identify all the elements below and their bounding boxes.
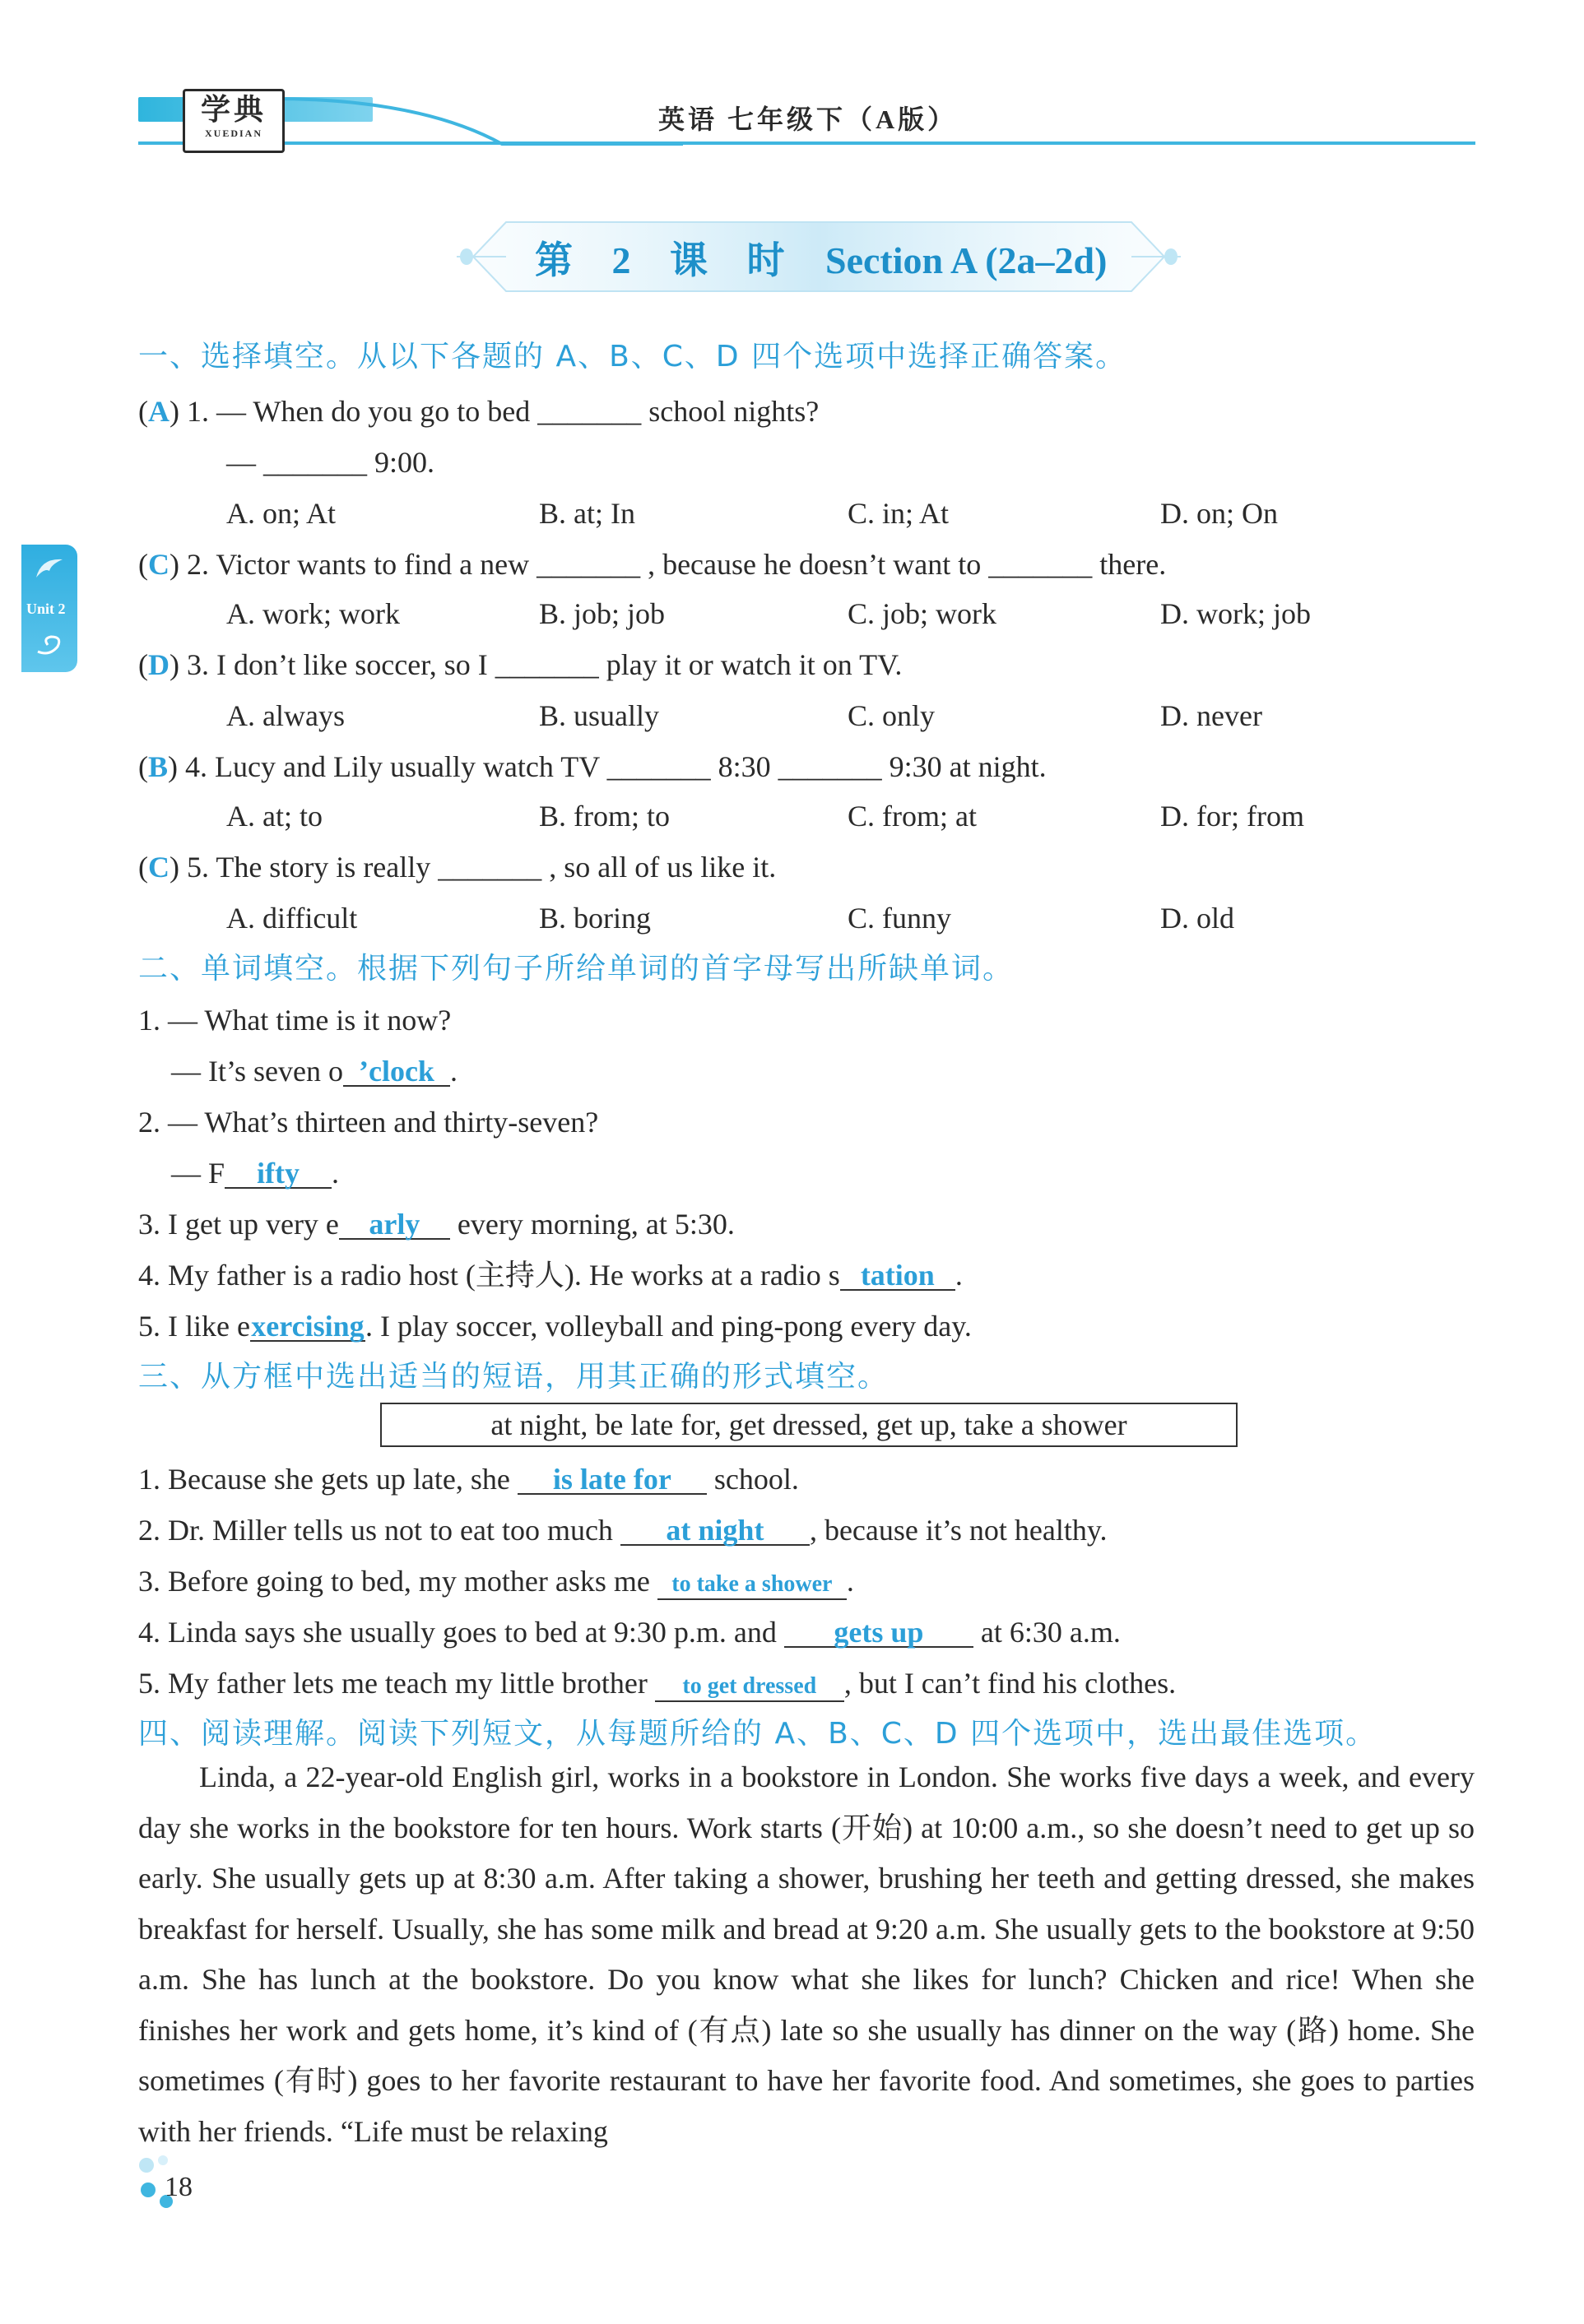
q2-option-c: C. job; work (848, 597, 997, 630)
lesson-title: 第 2 课 时 Section A (2a–2d) (535, 239, 1108, 281)
word-item-2b: — F ifty . (171, 1157, 340, 1190)
word-item-5: 5. I like exercising. I play soccer, volleyball and ping-pong every day. (138, 1310, 972, 1343)
section2-heading: 二、单词填空。根据下列句子所给单词的首字母写出所缺单词。 (138, 952, 1015, 986)
phrase-item-5: 5. My father lets me teach my little brother to get dressed , but I can’t find his clothes. (138, 1665, 1176, 1702)
answer-blank: arly (339, 1210, 450, 1240)
q4-option-a: A. at; to (226, 800, 323, 833)
unit-label: Unit 2 (26, 601, 66, 617)
q4-option-b: B. from; to (539, 800, 670, 833)
word-item-1b: — It’s seven o ’clock . (171, 1055, 458, 1088)
q4-option-d: D. for; from (1160, 800, 1304, 833)
answer-blank: is late for (518, 1465, 707, 1495)
q5-option-c: C. funny (848, 902, 951, 935)
word-item-2a: 2. — What’s thirteen and thirty-seven? (138, 1106, 599, 1139)
q5-option-b: B. boring (539, 902, 652, 935)
question-4: (B) 4. Lucy and Lily usually watch TV _______ 8:30 _______ 9:30 at night. (138, 750, 1047, 783)
word-item-1a: 1. — What time is it now? (138, 1004, 452, 1037)
wing-icon (33, 553, 66, 586)
phrase-item-2: 2. Dr. Miller tells us not to eat too much at night , because it’s not healthy. (138, 1514, 1108, 1547)
answer-blank: ifty (225, 1159, 332, 1189)
phrase-item-3: 3. Before going to bed, my mother asks me to take a shower . (138, 1563, 854, 1600)
unit-side-tab (21, 545, 77, 672)
question-1: (A) 1. — When do you go to bed _______ school nights? (138, 395, 820, 428)
word-item-3: 3. I get up very e arly every morning, at 5:30. (138, 1208, 735, 1241)
answer-blank: gets up (784, 1618, 973, 1648)
word-item-4: 4. My father is a radio host (主持人). He works at a radio s tation . (138, 1259, 963, 1292)
q4-option-c: C. from; at (848, 800, 977, 833)
section3-heading: 三、从方框中选出适当的短语，用其正确的形式填空。 (138, 1360, 890, 1394)
question-2: (C) 2. Victor wants to find a new _______ , because he doesn’t want to _______ there. (138, 548, 1167, 581)
answer-blank: at night (620, 1516, 810, 1546)
q3-option-b: B. usually (539, 699, 660, 732)
phrase-item-4: 4. Linda says she usually goes to bed at 9:30 p.m. and gets up at 6:30 a.m. (138, 1616, 1121, 1649)
q2-option-b: B. job; job (539, 597, 666, 630)
publisher-logo: 学典 XUEDIAN (183, 89, 285, 153)
phrase-item-1: 1. Because she gets up late, she is late for school. (138, 1463, 799, 1496)
q3-option-a: A. always (226, 699, 345, 732)
section1-heading: 一、选择填空。从以下各题的 A、B、C、D 四个选项中选择正确答案。 (138, 340, 1127, 373)
section4-heading: 四、阅读理解。阅读下列短文，从每题所给的 A、B、C、D 四个选项中，选出最佳选项。 (138, 1717, 1377, 1751)
page-number: 18 (165, 2172, 193, 2202)
q5-option-d: D. old (1160, 902, 1234, 935)
answer-blank: to get dressed (655, 1672, 844, 1702)
q1-option-c: C. in; At (848, 497, 950, 530)
question-3: (D) 3. I don’t like soccer, so I _______ play it or watch it on TV. (138, 648, 903, 681)
header-rule (138, 141, 1475, 145)
answer-blank: xercising (251, 1310, 365, 1343)
swirl-icon (33, 627, 66, 660)
reading-passage: Linda, a 22-year-old English girl, works in a bookstore in London. She works five days a week, and every day she works in the bookstore for ten hours. Work starts (开始) at 10:00 a.m., so she doesn’t need to get up so early. She usually gets up at 8:30 a.m. After taking a shower, brushing her teeth and getting dressed, she makes breakfast for herself. Usually, she has some milk and bread at 9:20 a.m. She usually gets to the bookstore at 9:50 a.m. She has lunch at the bookstore. Do you know what she likes for lunch? Chicken and rice! When she finishes her work and gets home, it’s kind of (有点) late so she usually has dinner on the way (路) home. She sometimes (有时) goes to her favorite restaurant to have her favorite food. And sometimes, she goes to parties with her friends. “Life must be relaxing (138, 1760, 1475, 2148)
q5-option-a: A. difficult (226, 902, 358, 935)
book-title: 英语 七年级下（A版） (658, 104, 958, 134)
q1-option-a: A. on; At (226, 497, 337, 530)
q1-option-b: B. at; In (539, 497, 635, 530)
q3-option-d: D. never (1160, 699, 1262, 732)
answer-blank: ’clock (343, 1057, 450, 1087)
q2-option-a: A. work; work (226, 597, 400, 630)
answer-blank: to take a shower (657, 1570, 847, 1600)
q2-option-d: D. work; job (1160, 597, 1311, 630)
answer-blank: tation (840, 1261, 955, 1291)
phrase-box: at night, be late for, get dressed, get up, take a shower (380, 1403, 1238, 1447)
q3-option-c: C. only (848, 699, 936, 732)
question-5: (C) 5. The story is really _______ , so all of us like it. (138, 851, 777, 884)
question-1-line2: — _______ 9:00. (226, 446, 435, 479)
header-swoosh-decoration (272, 82, 683, 148)
q1-option-d: D. on; On (1160, 497, 1278, 530)
